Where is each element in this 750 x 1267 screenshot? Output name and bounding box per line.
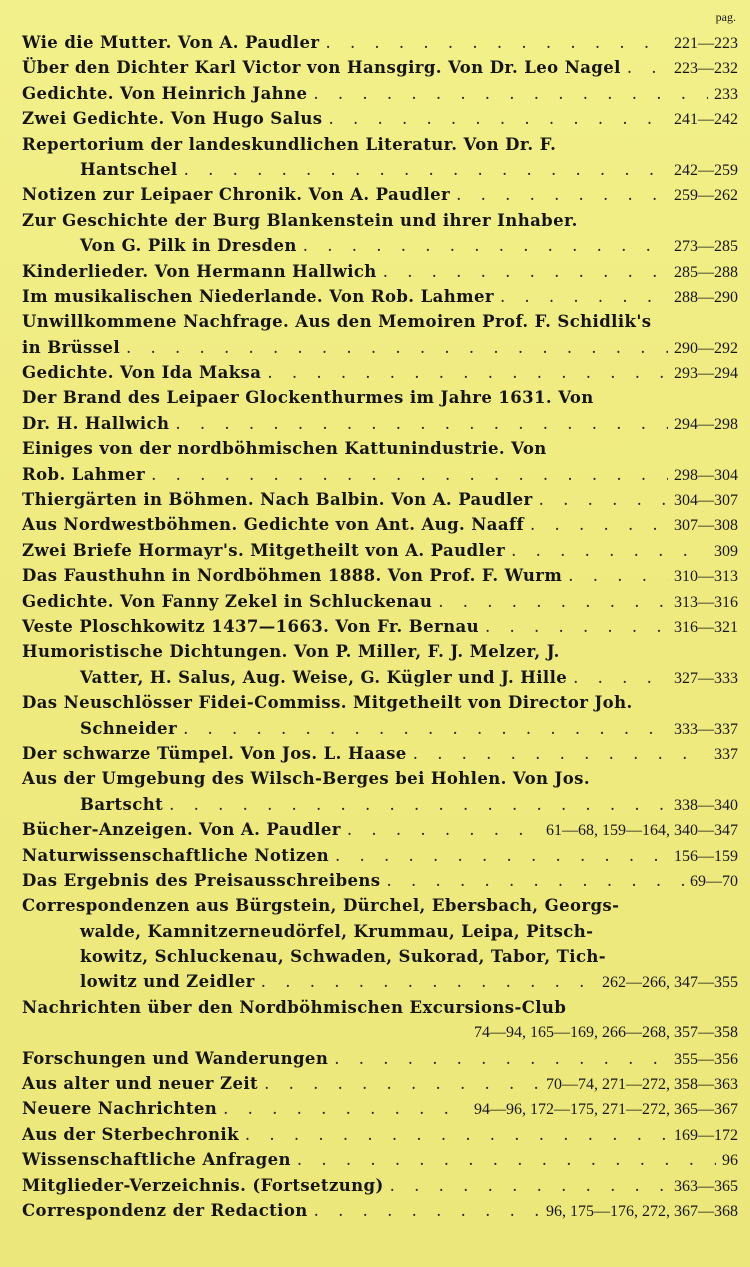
toc-line <box>0 1071 750 1096</box>
dot-leader <box>169 792 668 817</box>
toc-entry-title: Zwei Gedichte. Von Hugo Salus <box>22 109 323 129</box>
toc-entry-title: Kinderlieder. Von Hermann Hallwich <box>22 261 377 281</box>
toc-entry-title: Bücher-Anzeigen. Von A. Paudler <box>22 820 341 840</box>
toc-line <box>0 589 750 614</box>
toc-entry-pages: 259—262 <box>674 187 738 205</box>
toc-entry-pages: 70—74, 271—272, 358—363 <box>546 1076 738 1094</box>
toc-entry-title: Aus der Sterbechronik <box>22 1124 239 1144</box>
toc-line <box>0 259 750 284</box>
toc-entry-title: Das Ergebnis des Preisausschreibens <box>22 870 381 890</box>
dot-leader <box>184 157 668 182</box>
toc-entry-pages: 313—316 <box>674 593 738 611</box>
dot-leader <box>313 81 708 106</box>
toc-entry-pages: 316—321 <box>674 618 738 636</box>
dot-leader <box>245 1122 668 1147</box>
toc-entry-pages: 262—266, 347—355 <box>602 974 738 992</box>
toc-entry-title: Bartscht <box>80 794 164 814</box>
dot-leader <box>413 741 708 766</box>
toc-line <box>0 944 750 969</box>
dot-leader <box>334 1046 668 1071</box>
toc-entry-pages: 223—232 <box>674 60 738 78</box>
dot-leader <box>126 335 668 360</box>
toc-entry-pages: 285—288 <box>674 263 738 281</box>
toc-entry-pages: 169—172 <box>674 1126 738 1144</box>
toc-line <box>0 436 750 461</box>
toc-line <box>0 665 750 690</box>
dot-leader <box>297 1147 716 1172</box>
toc-entry-title: Naturwissenschaftliche Notizen <box>22 845 330 865</box>
toc-entry-title: Schneider <box>80 718 178 738</box>
toc-entry-title: Aus der Umgebung des Wilsch-Berges bei Hohlen. Von Jos. <box>22 769 590 789</box>
toc-entry-pages: 363—365 <box>674 1177 738 1195</box>
toc-line <box>0 614 750 639</box>
toc-line <box>0 106 750 131</box>
toc-line <box>0 55 750 80</box>
dot-leader <box>314 1198 540 1223</box>
toc-line <box>0 335 750 360</box>
toc-line <box>0 30 750 55</box>
toc-line <box>0 1198 750 1223</box>
toc-line <box>0 1147 750 1172</box>
toc-entry-title: Wissenschaftliche Anfragen <box>22 1150 291 1170</box>
toc-entry-title: kowitz, Schluckenau, Schwaden, Sukorad, Tabor, Tich- <box>80 947 607 967</box>
dot-leader <box>183 716 668 741</box>
toc-entry-pages: 233 <box>714 85 738 103</box>
toc-line <box>0 1046 750 1071</box>
dot-leader <box>264 1071 540 1096</box>
toc-line <box>0 208 750 233</box>
toc-line <box>0 792 750 817</box>
toc-line <box>0 1096 750 1121</box>
toc-entry-title: walde, Kamnitzerneudörfel, Krummau, Leipa, Pitsch- <box>80 921 594 941</box>
toc-entry-pages: 74—94, 165—169, 266—268, 357—358 <box>474 1024 738 1042</box>
toc-entry-title: Der schwarze Tümpel. Von Jos. L. Haase <box>22 743 407 763</box>
toc-entry-title: Dr. H. Hallwich <box>22 413 170 433</box>
toc-entry-title: Humoristische Dichtungen. Von P. Miller, F. J. Melzer, J. <box>22 642 560 662</box>
toc-line <box>0 690 750 715</box>
toc-entry-title: Von G. Pilk in Dresden <box>80 236 297 256</box>
toc-entry-pages: 273—285 <box>674 238 738 256</box>
toc-entry-pages: 338—340 <box>674 796 738 814</box>
toc-line <box>0 132 750 157</box>
toc-entry-pages: 221—223 <box>674 35 738 52</box>
toc-line <box>0 919 750 944</box>
toc-line <box>0 716 750 741</box>
dot-leader <box>383 259 668 284</box>
toc-entry-pages: 242—259 <box>674 161 738 179</box>
dot-leader <box>267 360 668 385</box>
dot-leader <box>151 462 668 487</box>
toc-entry-pages: 298—304 <box>674 466 738 484</box>
toc-entry-title: Aus Nordwestböhmen. Gedichte von Ant. Aug. Naaff <box>22 515 524 535</box>
toc-entry-pages: 333—337 <box>674 720 738 738</box>
toc-line <box>0 411 750 436</box>
toc-line <box>0 284 750 309</box>
toc-entry-pages: 293—294 <box>674 365 738 383</box>
toc-line <box>0 81 750 106</box>
dot-leader <box>485 614 668 639</box>
toc-line <box>0 538 750 563</box>
toc-entry-title: Gedichte. Von Fanny Zekel in Schluckenau <box>22 591 433 611</box>
dot-leader <box>500 284 668 309</box>
dot-leader <box>303 233 668 258</box>
dot-leader <box>539 487 668 512</box>
toc-entry-title: Über den Dichter Karl Victor von Hansgirg. Von Dr. Leo Nagel <box>22 58 621 78</box>
toc-entry-title: Der Brand des Leipaer Glockenthurmes im Jahre 1631. Von <box>22 388 594 408</box>
toc-entry-title: Repertorium der landeskundlichen Literatur. Von Dr. F. <box>22 134 557 154</box>
toc-line <box>0 182 750 207</box>
toc-entry-pages: 327—333 <box>674 669 738 687</box>
toc-entry-pages: 294—298 <box>674 415 738 433</box>
toc-entry-pages: 307—308 <box>674 517 738 535</box>
toc-entry-pages: 290—292 <box>674 339 738 357</box>
toc-entry-pages: 304—307 <box>674 492 738 510</box>
toc-entry-pages: 96 <box>722 1152 738 1170</box>
toc-line <box>0 487 750 512</box>
dot-leader <box>456 182 668 207</box>
toc-entry-pages: 288—290 <box>674 288 738 306</box>
toc-entry-title: Notizen zur Leipaer Chronik. Von A. Paudler <box>22 185 451 205</box>
toc-line <box>0 639 750 664</box>
toc-entry-title: lowitz und Zeidler <box>80 972 255 992</box>
toc-line <box>0 233 750 258</box>
toc-line <box>0 893 750 918</box>
toc-entry-title: Gedichte. Von Ida Maksa <box>22 363 262 383</box>
toc-line <box>0 462 750 487</box>
toc-entry-title: Mitglieder-Verzeichnis. (Fortsetzung) <box>22 1175 384 1195</box>
toc-entry-title: Unwillkommene Nachfrage. Aus den Memoiren Prof. F. Schidlik's <box>22 312 652 332</box>
toc-entry-pages: 355—356 <box>674 1050 738 1068</box>
toc-entry-title: Vatter, H. Salus, Aug. Weise, G. Kügler und J. Hille <box>80 667 568 687</box>
toc-entry-title: Wie die Mutter. Von A. Paudler <box>22 33 320 52</box>
toc-entry-title: Neuere Nachrichten <box>22 1099 218 1119</box>
toc-entry-title: Hantschel <box>80 159 178 179</box>
toc-line <box>0 969 750 994</box>
toc-entry-title: Das Neuschlösser Fidei-Commiss. Mitgetheilt von Director Joh. <box>22 693 633 713</box>
toc-line <box>0 385 750 410</box>
dot-leader <box>390 1173 668 1198</box>
toc-entry-pages: 69—70 <box>690 872 738 890</box>
toc-entry-title: Thiergärten in Böhmen. Nach Balbin. Von A. Paudler <box>22 490 533 510</box>
dot-leader <box>325 30 668 55</box>
toc-line <box>0 309 750 334</box>
toc-entry-pages: 337 <box>714 745 738 763</box>
dot-leader <box>261 969 596 994</box>
toc-entry-title: in Brüssel <box>22 337 120 357</box>
toc-entry-title: Veste Ploschkowitz 1437—1663. Von Fr. Bernau <box>22 616 479 636</box>
toc-entry-pages: 61—68, 159—164, 340—347 <box>546 822 738 840</box>
toc-entry-pages: 156—159 <box>674 847 738 865</box>
toc-entry-title: Zur Geschichte der Burg Blankenstein und ihrer Inhaber. <box>22 210 578 230</box>
toc-entry-pages: 310—313 <box>674 568 738 586</box>
toc-entry-pages: 96, 175—176, 272, 367—368 <box>546 1202 738 1220</box>
toc-line <box>0 868 750 893</box>
toc-line <box>0 1020 750 1045</box>
toc-line <box>0 512 750 537</box>
toc-entry-pages: 309 <box>714 542 738 560</box>
dot-leader <box>530 512 668 537</box>
dot-leader <box>335 843 668 868</box>
toc-line <box>0 843 750 868</box>
toc-entry-title: Zwei Briefe Hormayr's. Mitgetheilt von A. Paudler <box>22 540 506 560</box>
toc-entry-pages: 94—96, 172—175, 271—272, 365—367 <box>474 1101 738 1119</box>
toc-entry-title: Das Fausthuhn in Nordböhmen 1888. Von Prof. F. Wurm <box>22 566 563 586</box>
toc-entry-title: Correspondenzen aus Bürgstein, Dürchel, Ebersbach, Georgs- <box>22 896 620 916</box>
dot-leader <box>438 589 668 614</box>
toc-line <box>0 741 750 766</box>
toc-entry-title: Correspondenz der Redaction <box>22 1200 308 1220</box>
toc-line <box>0 766 750 791</box>
toc-line <box>0 817 750 842</box>
toc-entry-title: Einiges von der nordböhmischen Kattunindustrie. Von <box>22 439 547 459</box>
table-of-contents <box>0 30 750 1223</box>
toc-entry-title: Nachrichten über den Nordböhmischen Excursions-Club <box>22 997 567 1017</box>
dot-leader <box>568 563 668 588</box>
dot-leader <box>573 665 668 690</box>
dot-leader <box>627 55 668 80</box>
toc-line <box>0 157 750 182</box>
toc-line <box>0 1122 750 1147</box>
toc-line <box>0 563 750 588</box>
toc-entry-pages: 241—242 <box>674 111 738 129</box>
toc-entry-title: Gedichte. Von Heinrich Jahne <box>22 83 308 103</box>
dot-leader <box>175 411 668 436</box>
toc-line <box>0 360 750 385</box>
toc-entry-title: Im musikalischen Niederlande. Von Rob. Lahmer <box>22 286 494 306</box>
dot-leader <box>223 1096 468 1121</box>
pag-header: pag. <box>715 10 736 24</box>
dot-leader <box>387 868 685 893</box>
dot-leader <box>511 538 708 563</box>
dot-leader <box>328 106 668 131</box>
toc-line <box>0 995 750 1020</box>
toc-entry-title: Aus alter und neuer Zeit <box>22 1074 259 1094</box>
toc-line <box>0 1173 750 1198</box>
toc-entry-title: Forschungen und Wanderungen <box>22 1048 329 1068</box>
toc-entry-title: Rob. Lahmer <box>22 464 146 484</box>
dot-leader <box>347 817 540 842</box>
